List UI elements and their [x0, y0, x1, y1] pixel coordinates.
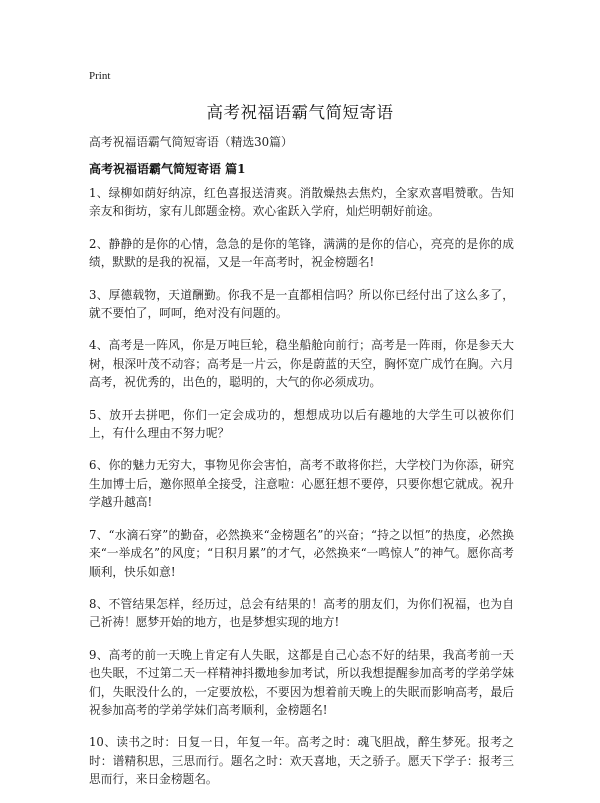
document-title: 高考祝福语霸气简短寄语 — [206, 103, 394, 122]
paragraph-9: 9、高考的前一天晚上肯定有人失眠，这都是自己心态不好的结果，我高考前一天也失眠，不过第二天一样精神抖擞地参加考试，所以我想提醒参加高考的学弟学妹们，失眠没什么的，一定要放松，不要因为想着前天晚上的失眠而影响高考，最后祝参加高考的学弟学妹们高考顺利，金榜题名! — [89, 647, 514, 717]
paragraph-2: 2、静静的是你的心情，急急的是你的笔锋，满满的是你的信心，亮亮的是你的成绩，默默的是我的祝福，又是一年高考时，祝金榜题名! — [89, 236, 514, 270]
paragraph-7: 7、“水滴石穿”的勤奋，必然换来“金榜题名”的兴奋；“持之以恒”的热度，必然换来“一举成名”的风度；“日积月累”的才气，必然换来“一鸣惊人”的神气。愿你高考顺利，快乐如意! — [89, 527, 514, 579]
section-heading: 高考祝福语霸气简短寄语 篇1 — [89, 162, 246, 176]
paragraph-1: 1、绿柳如荫好纳凉，红色喜报送清爽。消散燥热去焦灼，全家欢喜唱赞歌。告知亲友和街坊，家有儿郎题金榜。欢心雀跃入学府，灿烂明朝好前途。 — [89, 186, 514, 219]
print-link[interactable]: Print — [89, 70, 111, 82]
paragraph-8: 8、不管结果怎样，经历过，总会有结果的！高考的朋友们，为你们祝福，也为自己祈祷！愿梦开始的地方，也是梦想实现的地方! — [89, 596, 514, 630]
paragraph-10: 10、读书之时：日复一日，年复一年。高考之时：魂飞胆战，醉生梦死。报考之时：谱精积思，三思而行。题名之时：欢天喜地，天之骄子。愿天下学子：报考三思而行，来日金榜题名。 — [89, 735, 514, 787]
paragraph-3: 3、厚德载物，天道酬勤。你我不是一直都相信吗？所以你已经付出了这么多了，就不要怕了，呵呵，绝对没有问题的。 — [89, 287, 514, 321]
article-body — [89, 184, 514, 803]
document-subtitle: 高考祝福语霸气简短寄语（精选30篇） — [89, 135, 293, 149]
paragraph-5: 5、放开去拼吧，你们一定会成功的，想想成功以后有趣地的大学生可以被你们上，有什么理由不努力呢？ — [89, 407, 514, 441]
paragraph-6: 6、你的魅力无穷大，事物见你会害怕，高考不敢将你拦，大学校门为你添，研究生加博士后，邀你照单全接受，注意啦：心愿狂想不要停，只要你想它就成。祝升学越升越高! — [89, 458, 514, 510]
paragraph-4: 4、高考是一阵风，你是万吨巨轮，稳坐船舱向前行；高考是一阵雨，你是参天大树，根深叶茂不动容；高考是一片云，你是蔚蓝的天空，胸怀宽广成竹在胸。六月高考，祝优秀的，出色的，聪明的，大气的你必须成功。 — [89, 338, 514, 390]
